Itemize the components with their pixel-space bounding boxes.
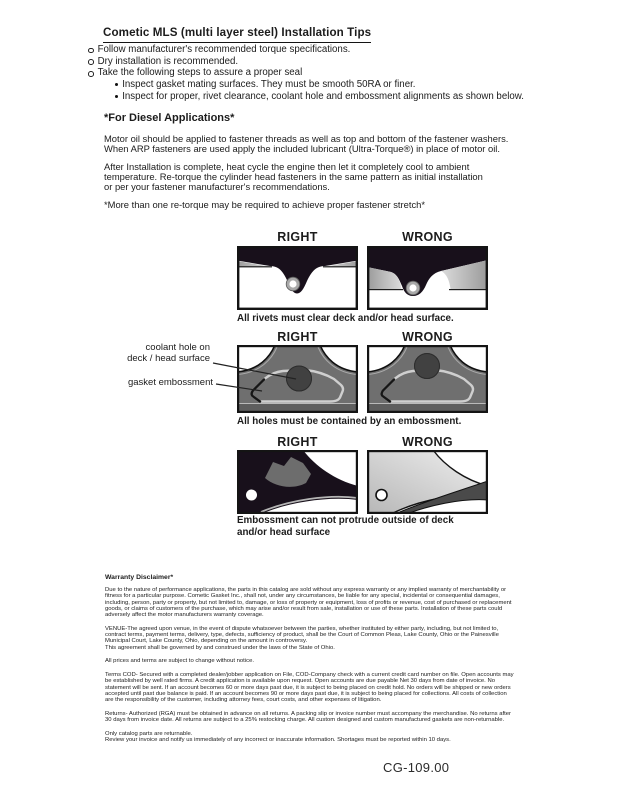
list-item [88, 44, 524, 56]
disclaimer-paragraph: Terms COD- Secured with a completed dealer/jobber application on File, COD-Company check with a current credit card number on file. Open accounts may be established by well rated firms. A credit application is available upon request. Open accounts are due payable Net 30 days from date of invoice. No statement will be sent. If an account becomes 60 or more days past due, it is subject to being placed on credit hold. No orders will be shipped or new orders accepted until past due balance is paid. If an account becomes 90 or more days past due, it is subject to being placed for collections. All costs of collection are the responsibility of the customer, including attorney fees, court costs, and other expenses of litigation. [105, 672, 514, 703]
disclaimer-paragraph: VENUE-The agreed upon venue, in the event of dispute whatsoever between the parties, whether instituted by either party, including, but not limited to, contract terms, payment terms, delivery, type, defects, sufficiency of product, shall be the Court of Common Pleas, Lake County, Ohio or the Painesville Municipal Court, Lake County, Ohio, depending on the amount in controversy. This agreement shall be governed by and construed under the laws of the State of Ohio. [105, 625, 499, 651]
diesel-note: *More than one re-torque may be required to achieve proper fastener stretch* [104, 199, 426, 210]
diesel-paragraph-1: Motor oil should be applied to fastener threads as well as top and bottom of the fastener washers. When ARP fasteners are used apply the included lubricant (Ultra-Torque®) in place of motor oil. [104, 133, 509, 154]
row1-right-label: RIGHT [277, 230, 318, 244]
warranty-disclaimer-title: Warranty Disclaimer* [105, 574, 174, 581]
embossment-wrong-diagram [367, 345, 488, 413]
row2-caption: All holes must be contained by an embossment. [237, 416, 462, 427]
row3-wrong-label: WRONG [402, 435, 453, 449]
row3-caption: Embossment can not protrude outside of deck and/or head surface [237, 515, 454, 538]
list-item-text: Take the following steps to assure a proper seal [97, 67, 303, 79]
warranty-disclaimer-section [105, 574, 545, 751]
protrusion-wrong-diagram [367, 450, 488, 514]
diesel-section [104, 112, 534, 218]
disclaimer-paragraph: All prices and terms are subject to change without notice. [105, 658, 254, 665]
diesel-heading: *For Diesel Applications* [104, 112, 235, 124]
bullet-circle-icon [88, 71, 94, 77]
list-item-text: Dry installation is recommended. [97, 55, 239, 67]
disclaimer-paragraph: Only catalog parts are returnable. Review your invoice and notify us immediately of any incorrect or inaccurate information. Shortages must be reported within 10 days. [105, 730, 451, 743]
list-item [88, 56, 524, 68]
row3-right-label: RIGHT [277, 435, 318, 449]
row1-caption: All rivets must clear deck and/or head surface. [237, 313, 454, 324]
protrusion-right-diagram [237, 450, 358, 514]
coolant-hole-callout: coolant hole on deck / head surface [127, 342, 210, 364]
diesel-paragraph-2: After Installation is complete, heat cycle the engine then let it completely cool to ambient temperature. Re-torque the cylinder head fasteners in the same pattern as initial installation or per your fastener manufacturer's recommendations. [104, 161, 483, 192]
rivet-wrong-diagram [367, 246, 488, 310]
bullet-dot-icon [115, 95, 118, 98]
installation-tips-list [88, 44, 524, 103]
list-item [115, 79, 524, 91]
row2-wrong-label: WRONG [402, 330, 453, 344]
row1-wrong-label: WRONG [402, 230, 453, 244]
list-item [88, 67, 524, 79]
disclaimer-paragraph: Due to the nature of performance applications, the parts in this catalog are sold without any express warranty or any implied warranty of merchantability or fitness for a particular purpose. Cometic Gasket Inc., shall not, under any circumstances, be liable for any special, incidental or consequential damages, including, person, party or property, but not limited to, damage, or loss of property or equipment, loss of profits or revenue, cost of purchased or replacement goods, or claims of customers of the purchase, which may arise and/or result from sale, installation or use of these parts. Installation of these parts could adversely affect the motor manufacturers warranty coverage. [105, 587, 512, 618]
disclaimer-paragraph: Returns- Authorized (RGA) must be obtained in advance on all returns. A packing slip or invoice number must accompany the merchandise. No returns after 30 days from invoice date. All returns are subject to a 25% restocking charge. All custom designed and custom manufactured gaskets are non-returnable. [105, 710, 512, 723]
bullet-dot-icon [115, 83, 118, 86]
bullet-circle-icon [88, 59, 94, 65]
list-item [115, 91, 524, 103]
bullet-circle-icon [88, 48, 94, 54]
page-number: CG-109.00 [383, 760, 450, 775]
gasket-embossment-callout: gasket embossment [127, 377, 213, 388]
embossment-right-diagram [237, 345, 358, 413]
rivet-right-diagram [237, 246, 358, 310]
list-item-text: Inspect gasket mating surfaces. They must be smooth 50RA or finer. [122, 79, 416, 91]
list-item-text: Inspect for proper, rivet clearance, coolant hole and embossment alignments as shown below. [122, 90, 524, 102]
page-title: Cometic MLS (multi layer steel) Installation Tips [103, 26, 371, 43]
list-item-text: Follow manufacturer's recommended torque specifications. [97, 44, 351, 55]
row2-right-label: RIGHT [277, 330, 318, 344]
